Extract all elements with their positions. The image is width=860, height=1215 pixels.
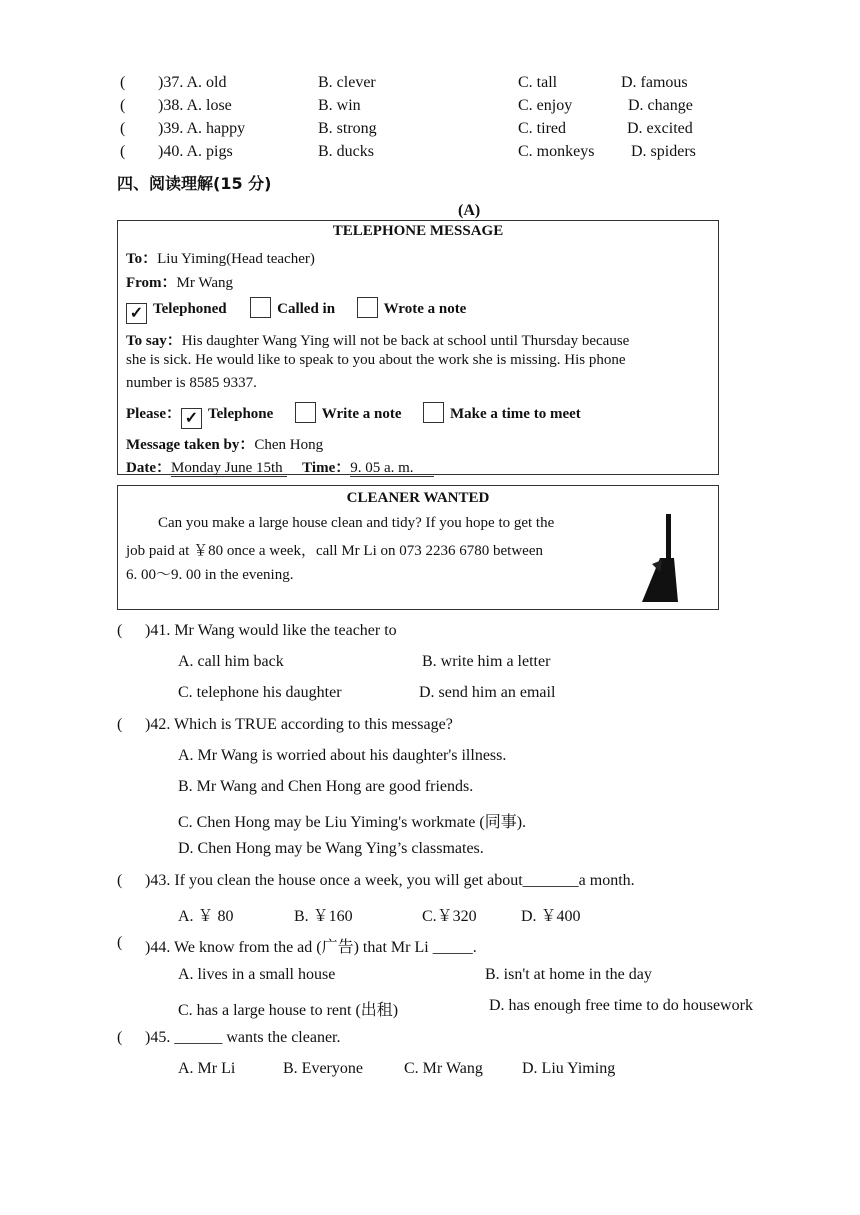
cleaner-line1: Can you make a large house clean and tidy? If you hope to get the (158, 515, 555, 531)
option-c: C. telephone his daughter (178, 684, 342, 701)
to-say-line2: she is sick. He would like to speak to you about the work she is missing. His phone (126, 352, 626, 368)
write-note-label: Write a note (321, 406, 402, 422)
option-a: )38. A. lose (158, 97, 232, 114)
date-value: Monday June 15th (171, 460, 287, 477)
to-say-label: To say： (126, 333, 182, 349)
answer-paren: ( (120, 97, 126, 114)
answer-paren: ( (117, 934, 123, 951)
option-a: A. ￥ 80 (178, 908, 234, 925)
time-label: Time： (302, 460, 351, 476)
option-b: B. ducks (318, 143, 374, 160)
option-a: A. Mr Wang is worried about his daughter's illness. (178, 747, 507, 764)
telephone-label: Telephone (207, 406, 274, 422)
option-b: B. strong (318, 120, 377, 137)
option-b: B. write him a letter (422, 653, 551, 670)
answer-paren: ( (117, 872, 123, 889)
option-b: B. Everyone (283, 1060, 363, 1077)
answer-paren: ( (120, 120, 126, 137)
question-stem: )42. Which is TRUE according to this message? (145, 716, 453, 733)
make-time-label: Make a time to meet (449, 406, 581, 422)
telephoned-label: Telephoned (153, 301, 227, 317)
telephone-checkbox[interactable]: ✓ (181, 408, 202, 429)
cleaner-title: CLEANER WANTED (346, 490, 490, 506)
option-c: C. tired (518, 120, 566, 137)
option-d: D. spiders (631, 143, 696, 160)
question-stem: )41. Mr Wang would like the teacher to (145, 622, 397, 639)
option-c: C. enjoy (518, 97, 573, 114)
option-b: B. clever (318, 74, 376, 91)
telephone-title: TELEPHONE MESSAGE (332, 223, 504, 239)
option-c: C. Mr Wang (404, 1060, 483, 1077)
answer-paren: ( (120, 74, 126, 91)
option-d: D. send him an email (419, 684, 556, 701)
question-stem: )43. If you clean the house once a week, you will get about_______a month. (145, 872, 635, 889)
make-time-checkbox[interactable] (423, 402, 444, 423)
option-b: B. isn't at home in the day (485, 966, 652, 983)
option-d: D. famous (621, 74, 688, 91)
option-a: )40. A. pigs (158, 143, 233, 160)
to-say-line3: number is 8585 9337. (126, 375, 257, 391)
time-value: 9. 05 a. m. (350, 460, 433, 477)
option-c: C. Chen Hong may be Liu Yiming's workmate (同事). (178, 814, 527, 831)
option-c: C. tall (518, 74, 558, 91)
option-d: D. ￥400 (521, 908, 581, 925)
telephoned-checkbox[interactable]: ✓ (126, 303, 147, 324)
to-label: To： (126, 251, 158, 267)
broom-icon (638, 512, 682, 604)
from-label: From： (126, 275, 177, 291)
option-d: D. has enough free time to do housework (489, 997, 753, 1014)
option-a: )37. A. old (158, 74, 227, 91)
from-value: Mr Wang (176, 275, 233, 291)
question-stem: )45. ______ wants the cleaner. (145, 1029, 341, 1046)
option-d: D. Chen Hong may be Wang Ying’s classmates. (178, 840, 484, 857)
answer-paren: ( (120, 143, 126, 160)
passage-label: (A) (458, 202, 481, 219)
option-b: B. win (318, 97, 361, 114)
option-d: D. Liu Yiming (522, 1060, 616, 1077)
wrote-note-label: Wrote a note (383, 301, 467, 317)
date-label: Date： (126, 460, 171, 476)
option-a: )39. A. happy (158, 120, 246, 137)
section-title: 四、阅读理解(15 分) (117, 174, 272, 193)
wrote-note-checkbox[interactable] (357, 297, 378, 318)
option-a: A. Mr Li (178, 1060, 236, 1077)
please-options (126, 402, 581, 429)
option-a: A. lives in a small house (178, 966, 336, 983)
option-c: C. monkeys (518, 143, 595, 160)
to-value: Liu Yiming(Head teacher) (157, 251, 315, 267)
write-note-checkbox[interactable] (295, 402, 316, 423)
cleaner-line2: job paid at ￥80 once a week，call Mr Li on 073 2236 6780 between (126, 543, 543, 559)
question-stem: )44. We know from the ad (广告) that Mr Li _____. (145, 939, 477, 956)
answer-paren: ( (117, 716, 123, 733)
option-c: C.￥320 (422, 908, 477, 925)
option-b: B. Mr Wang and Chen Hong are good friends. (178, 778, 474, 795)
option-c: C. has a large house to rent (出租) (178, 1002, 399, 1019)
please-label: Please： (126, 406, 181, 422)
telephone-message-box (117, 220, 719, 475)
cleaner-wanted-box (117, 485, 719, 610)
option-d: D. change (628, 97, 693, 114)
called-in-checkbox[interactable] (250, 297, 271, 318)
taken-by-value: Chen Hong (254, 437, 324, 453)
option-a: A. call him back (178, 653, 284, 670)
option-b: B. ￥160 (294, 908, 353, 925)
message-type-options (126, 297, 466, 324)
answer-paren: ( (117, 622, 123, 639)
called-in-label: Called in (277, 301, 336, 317)
taken-by-label: Message taken by： (126, 437, 255, 453)
cleaner-line3: 6. 00～9. 00 in the evening. (126, 567, 294, 583)
option-d: D. excited (627, 120, 693, 137)
answer-paren: ( (117, 1029, 123, 1046)
to-say-line1: His daughter Wang Ying will not be back at school until Thursday because (181, 333, 630, 349)
